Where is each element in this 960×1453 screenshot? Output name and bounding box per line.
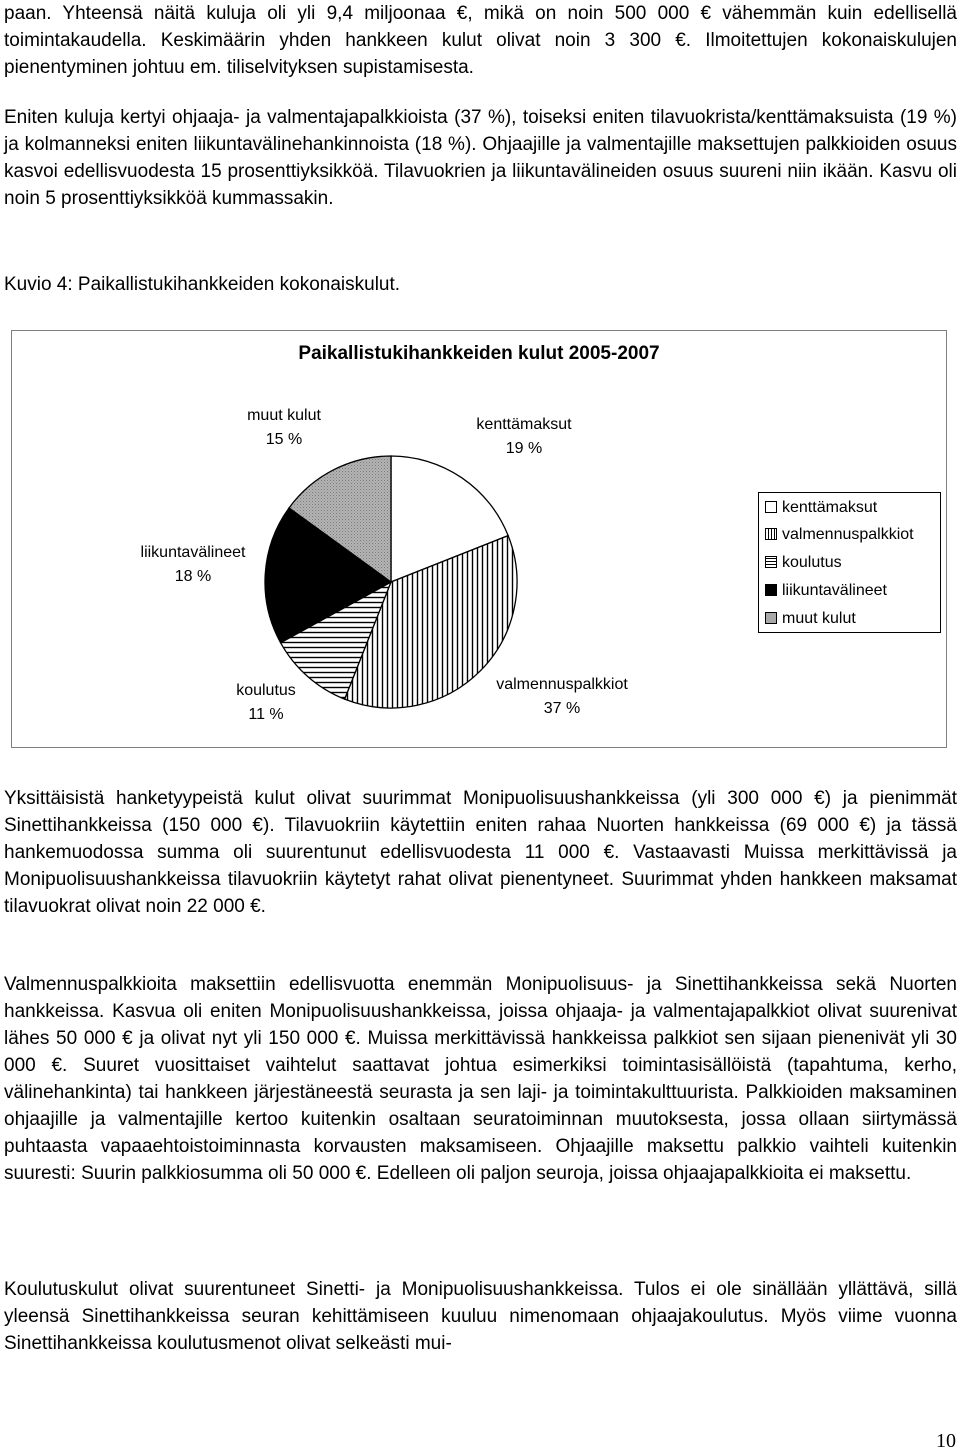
pie-label-muut-kulut: [224, 404, 344, 452]
legend-swatch-white: [765, 501, 777, 513]
paragraph-project-types: Yksittäisistä hanketyypeistä kulut olivat suurimmat Monipuolisuushankkeissa (yli 300 000 €) ja pienimmät Sinettihankkeissa (150 000 €). Tilavuokriin käytettiin eniten rahaa Nuorten hankkeissa (69 000 €) ja tässä hankemuodossa summa oli suurentunut edellisvuodesta 11 000 €. Vastaavasti Muissa merkittävissä ja Monipuolisuushankkeissa tilavuokriin käytetyt rahat olivat pienentyneet. Suurimmat yhden hankkeen maksamat tilavuokrat olivat noin 22 000 €.: [4, 788, 957, 917]
paragraph-intro-costs: paan. Yhteensä näitä kuluja oli yli 9,4 miljoonaa €, mikä on noin 500 000 € vähemmän kuin edellisellä toimintakaudella. Keskimäärin yhden hankkeen kulut olivat noin 3 300 €. Ilmoitettujen kokonaiskulujen pienentyminen johtuu em. tiliselvityksen supistamisesta.: [4, 3, 957, 78]
legend-label: koulutus: [782, 554, 842, 571]
legend-item-koulutus: [765, 553, 842, 573]
pie-label-liikuntavalineet-name: liikuntavälineet: [140, 544, 246, 561]
pie-label-kenttamaksut-name: kenttämaksut: [476, 416, 572, 433]
pie-label-koulutus-name: koulutus: [236, 682, 296, 699]
pie-label-valmennuspalkkiot-name: valmennuspalkkiot: [496, 676, 628, 693]
pie-label-muut-kulut-value: 15 %: [265, 431, 303, 448]
legend-item-valmennuspalkkiot: [765, 525, 914, 545]
pie-label-koulutus: [206, 679, 326, 727]
pie-label-koulutus-value: 11 %: [248, 706, 284, 723]
legend-item-muut-kulut: [765, 609, 856, 629]
legend-label: valmennuspalkkiot: [782, 526, 914, 543]
chart-title: Paikallistukihankkeiden kulut 2005-2007: [298, 343, 660, 364]
legend-swatch-black: [765, 584, 777, 596]
pie-label-liikuntavalineet: [118, 541, 268, 589]
pie-label-kenttamaksut: [454, 413, 594, 461]
pie-label-liikuntavalineet-value: 18 %: [174, 568, 212, 585]
legend-label: liikuntavälineet: [782, 582, 887, 599]
pie-label-valmennuspalkkiot: [477, 673, 647, 721]
paragraph-coaching-fees: Valmennuspalkkioita maksettiin edellisvuotta enemmän Monipuolisuus- ja Sinettihankkeissa sekä Nuorten hankkeissa. Kasvua oli eniten Monipuolisuushankkeissa, joissa ohjaaja- ja valmentajapalkkiot olivat suurenivat lähes 50 000 € ja olivat nyt yli 150 000 €. Muissa merkittävissä hankkeissa palkkiot sen sijaan pienenivät yli 30 000 €. Suuret vuosittaiset vaihtelut saattavat johtua esimerkiksi toimintasisällöistä (tapahtuma, kerho, välinehankinta) tai hankkeen järjestäneestä seurasta ja sen laji- ja toimintakulttuurista. Palkkioiden maksaminen ohjaajille ja valmentajille kertoo kuitenkin osaltaan seuratoiminnan muutoksesta, jossa ollaan siirtymässä puhtaasta vapaaehtoistoiminnasta korvausten maksamiseen. Ohjaajille maksettu palkkio vaihteli kuitenkin suuresti: Suurin palkkiosumma oli 50 000 €. Edelleen oli paljon seuroja, joissa ohjaajapalkkioita ei maksettu.: [4, 974, 957, 1184]
legend-swatch-vertical-lines: [765, 528, 777, 540]
pie-label-muut-kulut-name: muut kulut: [247, 407, 321, 424]
paragraph-cost-shares: Eniten kuluja kertyi ohjaaja- ja valmentajapalkkioista (37 %), toiseksi eniten tilavuokrista/kenttämaksuista (19 %) ja kolmanneksi eniten liikuntavälinehankinnoista (18 %). Ohjaajille ja valmentajille maksettujen palkkioiden osuus kasvoi edellisvuodesta 15 prosenttiyksikköä. Tilavuokrien ja liikuntavälineiden osuus suureni niin ikään. Kasvu oli noin 5 prosenttiyksikköä kummassakin.: [4, 107, 957, 209]
legend-label: kenttämaksut: [782, 499, 878, 516]
pie-label-valmennuspalkkiot-value: 37 %: [543, 700, 581, 717]
legend-item-liikuntavalineet: [765, 581, 887, 601]
page-number: 10: [936, 1430, 956, 1452]
paragraph-training-costs: Koulutuskulut olivat suurentuneet Sinetti- ja Monipuolisuushankkeissa. Tulos ei ole sinällään yllättävä, sillä yleensä Sinettihankkeissa seuran kehittämiseen kuuluu nimenomaan ohjaajakoulutus. Myös viime vuonna Sinettihankkeissa koulutusmenot olivat selkeästi mui-: [4, 1279, 957, 1354]
chart-legend: [758, 492, 941, 633]
figure-caption: Kuvio 4: Paikallistukihankkeiden kokonaiskulut.: [4, 274, 401, 295]
pie-label-kenttamaksut-value: 19 %: [505, 440, 543, 457]
legend-swatch-horizontal-lines: [765, 556, 777, 568]
legend-label: muut kulut: [782, 610, 856, 627]
legend-item-kenttamaksut: [765, 498, 877, 518]
legend-swatch-gray-dots: [765, 612, 777, 624]
